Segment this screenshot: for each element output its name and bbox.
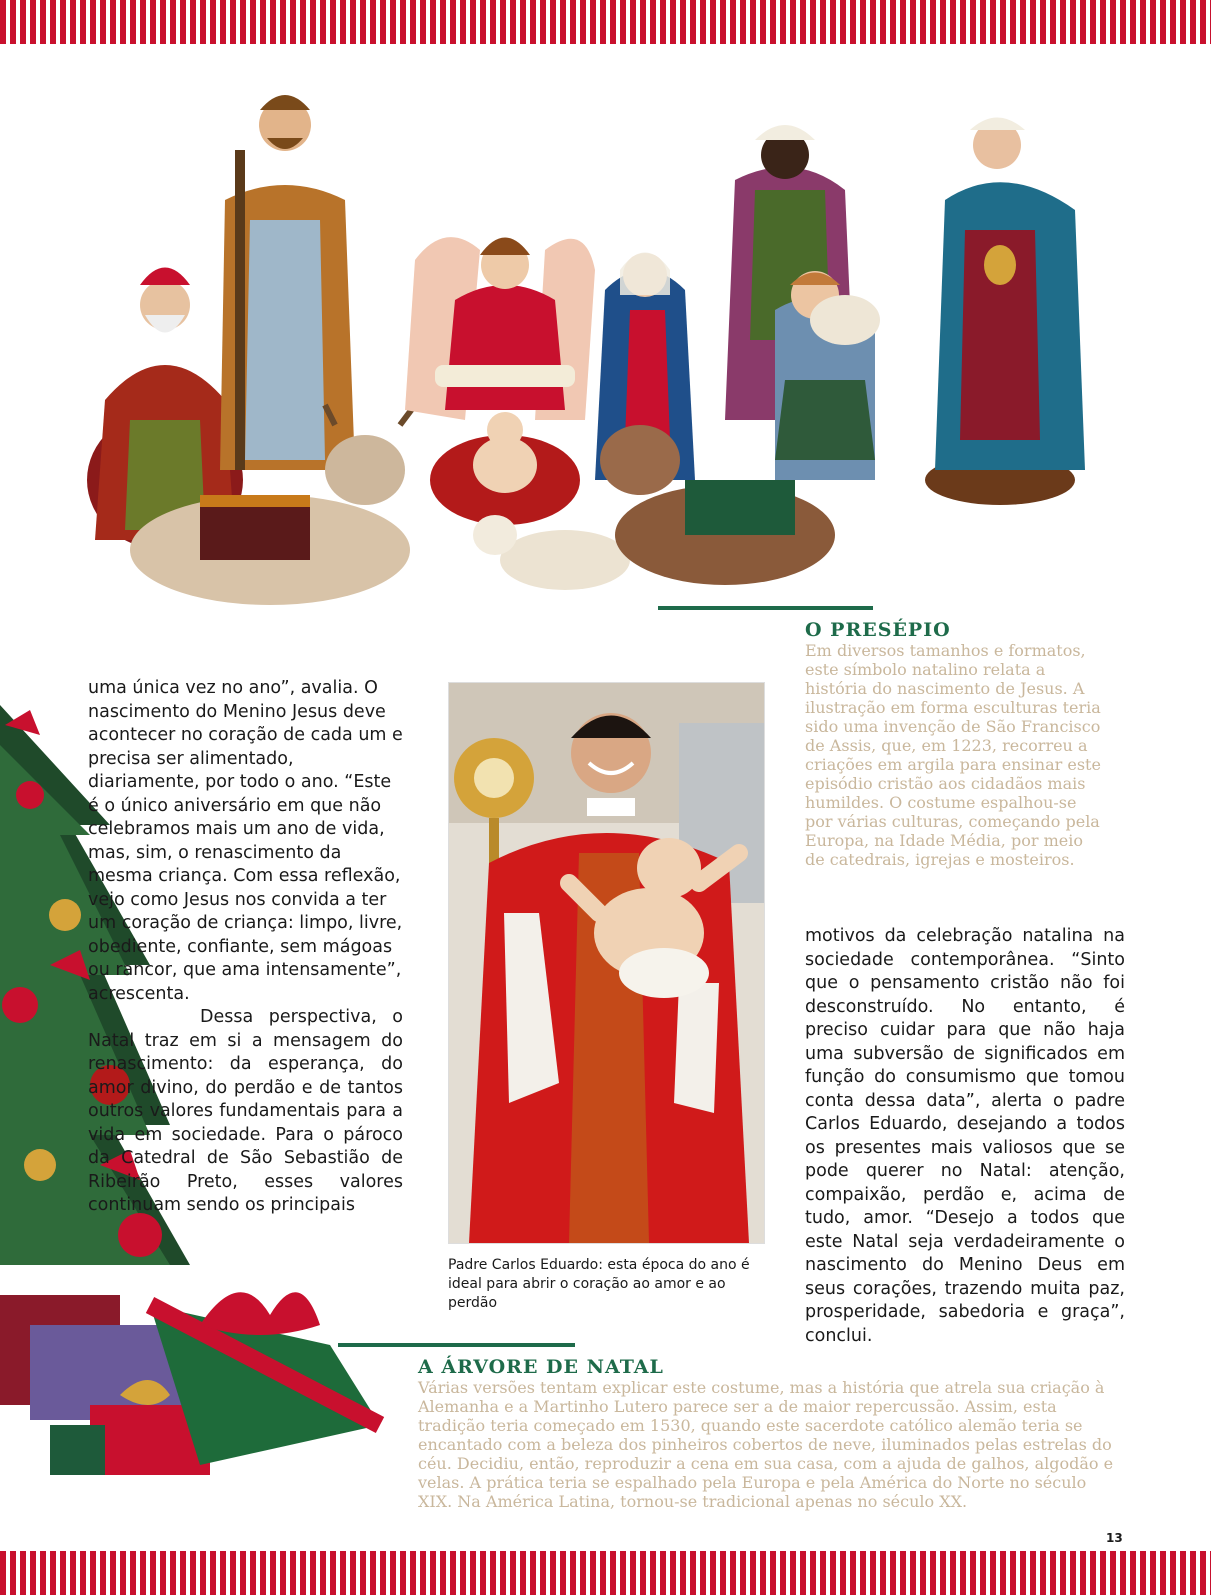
bottom-stripe-border [0,1551,1211,1595]
article-paragraph: Dessa perspectiva, o Natal traz em si a mensagem do renascimento: da esperança, do amor divino, do perdão e de tantos outros valores fundamentais para a vida em sociedade. Para o pároco da Catedral de São Sebastião de Ribeirão Preto, esses valores continuam sendo os principais [88,1007,403,1215]
article-paragraph: uma única vez no ano”, avalia. O nascimento do Menino Jesus deve acontecer no coração de cada um e precisa ser alimentado, diariamente, por todo o ano. “Este é o único aniversário em que não celebramos mais um ano de vida, mas, sim, o renascimento da mesma criança. Com essa reflexão, vejo como Jesus nos convida a ter um coração de criança: limpo, livre, obediente, confiante, sem mágoas ou rancor, que ama intensamente”, acrescenta. [88,678,403,1004]
priest-photo [448,682,765,1244]
nativity-figures-photo [85,80,1125,620]
article-left-column [88,677,403,1218]
presepio-text: Em diversos tamanhos e formatos, este símbolo natalino relata a história do nascimento de Jesus. A ilustração em forma esculturas teria sido uma invenção de São Francisco de Assis, que, em 1223, recorreu a criações em argila para ensinar este episódio cristão aos cidadãos mais humildes. O costume espalhou-se por várias culturas, começando pela Europa, na Idade Média, por meio de catedrais, igrejas e mosteiros. [805,641,1101,869]
presepio-divider [658,606,873,610]
photo-caption: Padre Carlos Eduardo: esta época do ano é ideal para abrir o coração ao amor e ao perdão [448,1257,750,1311]
presepio-title: O PRESÉPIO [805,619,951,641]
arvore-divider [338,1343,575,1347]
top-stripe-border [0,0,1211,44]
article-right-column [805,925,1125,1348]
arvore-title: A ÁRVORE DE NATAL [418,1356,664,1378]
article-paragraph: motivos da celebração natalina na sociedade contemporânea. “Sinto que o pensamento cristão não foi desconstruído. No entanto, é preciso cuidar para que não haja uma subversão de significados em função do consumismo que tomou conta dessa data”, alerta o padre Carlos Eduardo, desejando a todos os presentes mais valiosos que se pode querer no Natal: atenção, compaixão, perdão e, acima de tudo, amor. “Desejo a todos que este Natal seja verdadeiramente o nascimento do Menino Deus em seus corações, trazendo muita paz, prosperidade, sabedoria e graça”, conclui. [805,926,1125,1346]
page-number: 13 [1106,1531,1123,1545]
arvore-text: Várias versões tentam explicar este costume, mas a história que atrela sua criação à Alemanha e a Martinho Lutero parece ser a de maior repercussão. Assim, esta tradição teria começado em 1530, quando este sacerdote católico alemão teria se encantado com a beleza dos pinheiros cobertos de neve, iluminados pelas estrelas do céu. Decidiu, então, reproduzir a cena em sua casa, com a ajuda de galhos, algodão e velas. A prática teria se espalhado pela Europa e pela América do Norte no século XIX. Na América Latina, tornou-se tradicional apenas no século XX. [418,1378,1114,1511]
